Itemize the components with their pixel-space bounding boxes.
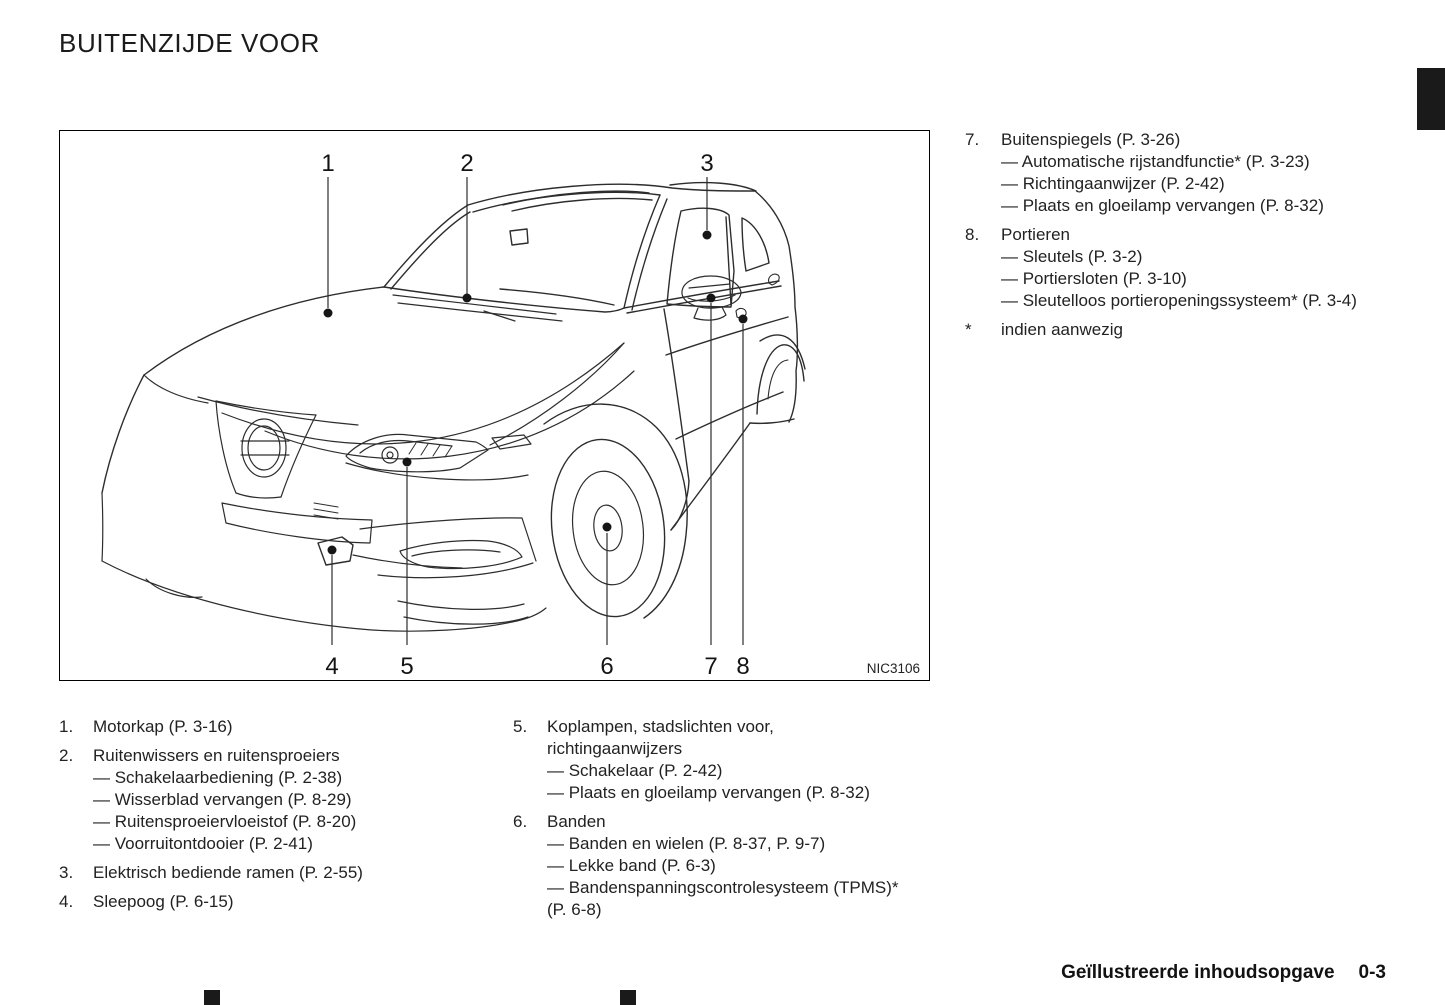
item-number: 8. [965,225,980,244]
item-title: Elektrisch bediende ramen (P. 2-55) [93,863,363,882]
legend-item-4 [59,891,514,913]
figure-box [59,130,930,681]
page-footer [900,962,1386,984]
legend-item-5 [513,716,909,804]
print-registration-mark-left [204,990,220,1005]
front-bumper [102,463,546,631]
item-subitem: — Sleutelloos portieropeningssysteem* (P. 3-4) [1001,291,1357,310]
item-number: 7. [965,130,980,149]
item-title: Portieren [1001,225,1070,244]
callout-dot-1 [324,309,333,318]
footnote-asterisk: * [965,320,972,339]
callout-dot-3 [703,231,712,240]
car-line-art [102,183,805,632]
item-subitem: — Bandenspanningscontrolesysteem (TPMS)* (P. 6-8) [547,878,899,919]
item-subitem: — Lekke band (P. 6-3) [547,856,716,875]
item-title: Motorkap (P. 3-16) [93,717,233,736]
headlights [346,434,531,471]
callout-number-7: 7 [704,653,718,680]
car-diagram [60,131,929,680]
item-subitem: — Schakelaarbediening (P. 2-38) [93,768,343,787]
item-title: Sleepoog (P. 6-15) [93,892,234,911]
callout-number-8: 8 [736,653,750,680]
item-subitem: — Voorruitontdooier (P. 2-41) [93,834,313,853]
callout-numbers [321,150,749,680]
callout-number-2: 2 [460,150,474,177]
item-number: 3. [59,863,74,882]
item-subitem: — Portiersloten (P. 3-10) [1001,269,1187,288]
grille-and-hood [144,343,634,519]
item-number: 5. [513,717,528,736]
footer-page-number: 0-3 [1358,962,1386,983]
item-subitem: — Automatische rijstandfunctie* (P. 3-23) [1001,152,1310,171]
callout-number-1: 1 [321,150,335,177]
footnote-text: indien aanwezig [1001,320,1123,339]
legend-middle-column [513,716,909,928]
legend-right-column [965,129,1405,348]
item-number: 1. [59,717,74,736]
legend-item-3 [59,862,514,884]
callout-dot-8 [739,315,748,324]
page-title: BUITENZIJDE VOOR [59,28,320,58]
item-title: Ruitenwissers en ruitensproeiers [93,746,340,765]
legend-left-column [59,716,514,920]
legend-item-2 [59,745,514,855]
figure-code-label: NIC3106 [866,661,920,676]
item-title: Banden [547,812,606,831]
legend-item-8 [965,224,1405,312]
callout-number-5: 5 [400,653,414,680]
item-subitem: — Ruitensproeiervloeistof (P. 8-20) [93,812,357,831]
front-wheel-group [542,404,688,623]
print-registration-mark-right [620,990,636,1005]
item-subitem: — Plaats en gloeilamp vervangen (P. 8-32) [1001,196,1324,215]
item-subitem: — Banden en wielen (P. 8-37, P. 9-7) [547,834,826,853]
legend-item-1 [59,716,514,738]
callout-dot-5 [403,458,412,467]
item-subitem: — Schakelaar (P. 2-42) [547,761,723,780]
item-subitem: — Plaats en gloeilamp vervangen (P. 8-32) [547,783,870,802]
chapter-edge-tab [1417,68,1445,130]
item-subitem: — Richtingaanwijzer (P. 2-42) [1001,174,1225,193]
callout-number-4: 4 [325,653,339,680]
item-number: 6. [513,812,528,831]
footer-chapter-title: Geïllustreerde inhoudsopgave [1061,962,1335,983]
callout-dot-2 [463,294,472,303]
callout-dot-7 [707,294,716,303]
callout-number-3: 3 [700,150,714,177]
item-title: Koplampen, stadslichten voor, richtingaanwijzers [547,717,774,758]
callout-leader-lines [328,177,743,645]
legend-item-7 [965,129,1405,217]
item-subitem: — Sleutels (P. 3-2) [1001,247,1143,266]
callout-number-6: 6 [600,653,614,680]
legend-item-6 [513,811,909,921]
item-number: 4. [59,892,74,911]
item-number: 2. [59,746,74,765]
item-subitem: — Wisserblad vervangen (P. 8-29) [93,790,352,809]
legend-footnote [965,319,1405,341]
car-body-outline [102,183,797,493]
callout-dot-6 [603,523,612,532]
callout-dot-4 [328,546,337,555]
item-title: Buitenspiegels (P. 3-26) [1001,130,1181,149]
